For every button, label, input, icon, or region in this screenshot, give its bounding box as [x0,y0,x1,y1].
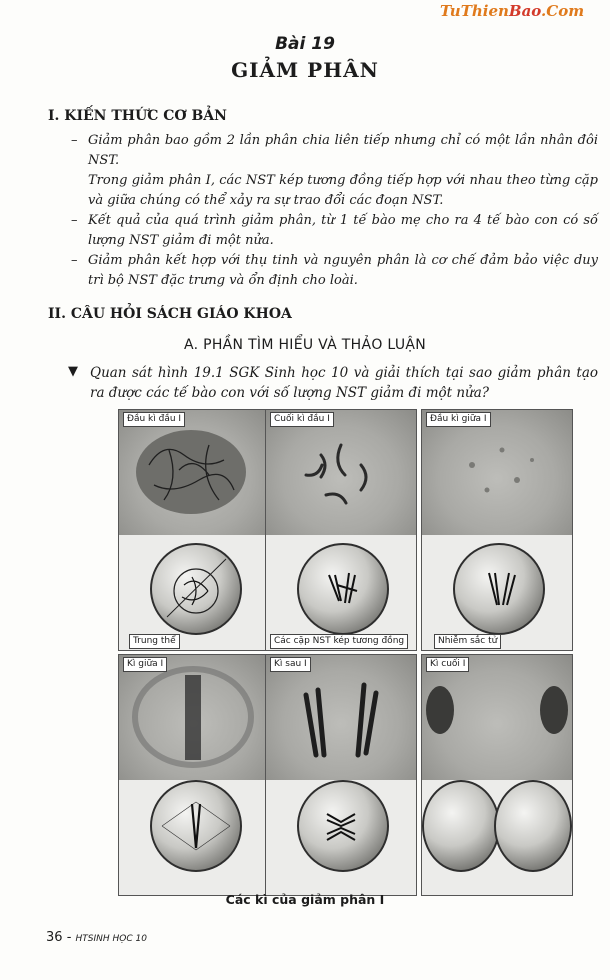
knowledge-item-1-continuation: Trong giảm phân I, các NST kép tương đồng tiếp hợp với nhau theo từng cặp và giữa chúng có thể xảy ra sự trao đổi các đoạn NST. [88,173,598,208]
figure-panel-6 [421,654,573,896]
page-number: 36 [46,930,63,945]
footer-separator: - [66,930,72,945]
figure-panel-5 [265,654,417,896]
knowledge-item-1: – Giảm phân bao gồm 2 lần phân chia liên tiếp nhưng chỉ có một lần nhân đôi NST. [71,133,598,168]
watermark-logo: TuThienBao.Com [440,2,585,20]
micrograph-image [266,410,416,535]
knowledge-item-3-text: Giảm phân kết hợp với thụ tinh và nguyên phân là cơ chế đảm bảo việc duy trì bộ NST đặc trưng và ổn định cho loài. [88,253,598,288]
figure-caption: Các kì của giảm phân I [225,892,385,907]
triangle-bullet-icon: ▼ [68,364,78,379]
panel-3-callout: Nhiễm sắc tử [434,634,501,649]
panel-1-callout: Trung thể [129,634,180,649]
figure-panel-1 [118,409,270,651]
panel-1-label: Đầu kì đầu I [123,412,185,427]
knowledge-item-2: – Kết quả của quá trình giảm phân, từ 1 tế bào mẹ cho ra 4 tế bào con có số lượng NST giảm đi một nửa. [71,213,598,248]
question-text: Quan sát hình 19.1 SGK Sinh học 10 và giải thích tại sao giảm phân tạo ra được các tế bào con với số lượng NST giảm đi một nửa? [90,365,598,401]
section-1-heading: I. KIẾN THỨC CƠ BẢN [48,108,227,124]
knowledge-item-3: – Giảm phân kết hợp với thụ tinh và nguyên phân là cơ chế đảm bảo việc duy trì bộ NST đặc trưng và ổn định cho loài. [71,253,598,288]
figure-panel-3 [421,409,573,651]
cell-diagram [422,780,500,872]
cell-diagram [150,780,242,872]
micrograph-image [119,410,269,535]
cell-diagram [494,780,572,872]
lesson-number: Bài 19 [275,34,335,54]
knowledge-item-2-text: Kết quả của quá trình giảm phân, từ 1 tế bào mẹ cho ra 4 tế bào con có số lượng NST giảm đi một nửa. [88,213,598,248]
panel-5-label: Kì sau I [270,657,311,672]
cell-diagram [150,543,242,635]
panel-2-callout: Các cặp NST kép tương đồng [270,634,408,649]
panel-4-label: Kì giữa I [123,657,167,672]
page-footer [46,930,147,945]
knowledge-item-1-text: Giảm phân bao gồm 2 lần phân chia liên tiếp nhưng chỉ có một lần nhân đôi NST. [88,133,598,168]
micrograph-image [119,655,269,780]
figure-panel-2 [265,409,417,651]
lesson-title: GIẢM PHÂN [231,58,379,82]
book-title: HTSINH HỌC 10 [75,934,147,944]
cell-diagram [453,543,545,635]
cell-diagram [297,780,389,872]
panel-6-label: Kì cuối I [426,657,469,672]
micrograph-image [266,655,416,780]
panel-2-label: Cuối kì đầu I [270,412,334,427]
section-2-heading: II. CÂU HỎI SÁCH GIÁO KHOA [48,306,292,322]
figure-panel-4 [118,654,270,896]
micrograph-image [422,655,572,780]
panel-3-label: Đầu kì giữa I [426,412,491,427]
cell-diagram [297,543,389,635]
section-2-subheading: A. PHẦN TÌM HIỂU VÀ THẢO LUẬN [183,337,427,353]
micrograph-image [422,410,572,535]
